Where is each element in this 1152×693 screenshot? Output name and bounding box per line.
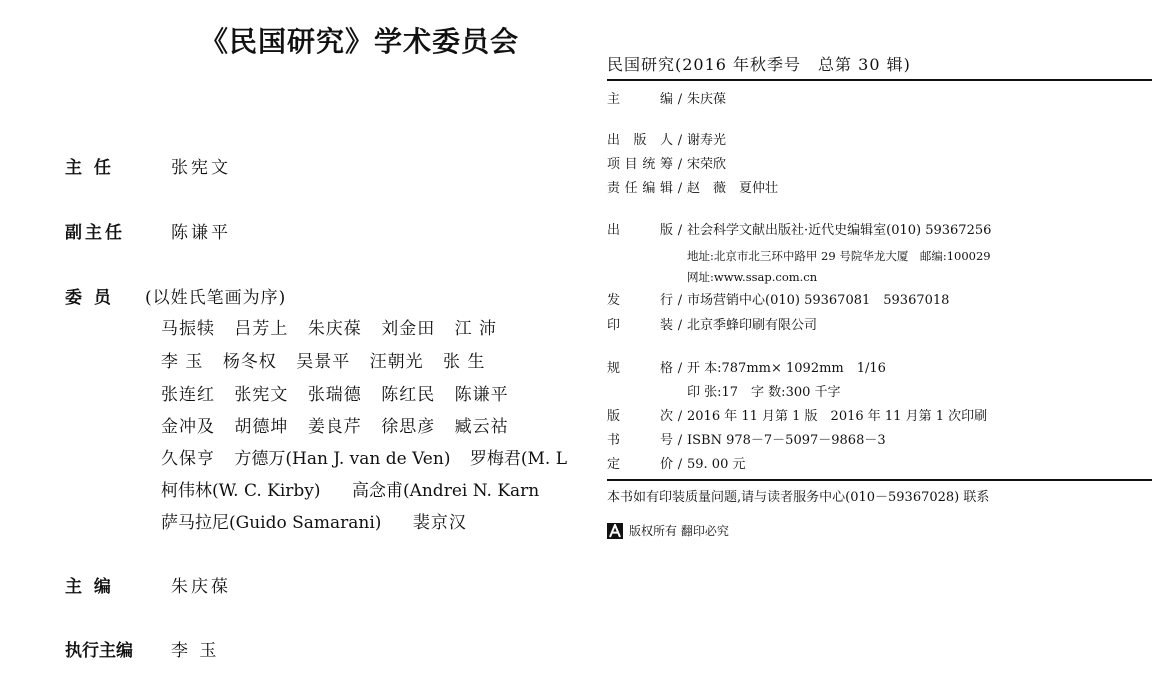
- distribution-label: 发 行: [607, 293, 673, 308]
- distribution-row: 发 行 / 市场营销中心(010) 59367081 59367018: [607, 290, 949, 312]
- member-name: 汪朝光: [369, 352, 424, 372]
- member-name: 臧云祜: [454, 417, 509, 437]
- publication-title: [607, 51, 1152, 81]
- deputy-director-label: 副主任: [65, 223, 125, 243]
- member-name: 吕芳上: [234, 319, 289, 339]
- publisher-person-row: 出 版 人 / 谢寿光: [607, 130, 726, 152]
- chief-editor-name: 朱庆葆: [171, 577, 231, 597]
- publisher-logo-icon: [607, 523, 623, 539]
- committee-title: 《民国研究》学术委员会: [200, 25, 520, 58]
- deputy-director-row: [65, 221, 231, 245]
- member-row: [161, 447, 575, 471]
- publisher-row: 出 版 / 社会科学文献出版社·近代史编辑室(010) 59367256: [607, 220, 991, 242]
- member-name: 张 生: [443, 352, 486, 372]
- project-coordinator-value: 宋荣欣: [687, 157, 727, 172]
- member-row: [161, 479, 553, 503]
- director-name: 张宪文: [171, 158, 231, 178]
- quality-notice: 本书如有印装质量问题,请与读者服务中心(010－59367028) 联系: [607, 490, 990, 505]
- editor-value: 朱庆葆: [687, 92, 727, 107]
- member-name: 陈谦平: [454, 385, 509, 405]
- isbn-label: 书 号: [607, 433, 673, 448]
- member-name: 李 玉: [161, 352, 204, 372]
- member-name: 张宪文: [234, 385, 289, 405]
- isbn-value: ISBN 978－7－5097－9868－3: [687, 433, 886, 448]
- member-name: 马振犊: [161, 319, 215, 339]
- specs-row: 规 格 / 开 本:787mm× 1092mm 1/16: [607, 358, 886, 380]
- specs-label: 规 格: [607, 361, 673, 376]
- distribution-value: 市场营销中心(010) 59367081 59367018: [687, 293, 950, 308]
- publisher-address: 地址:北京市北三环中路甲 29 号院华龙大厦 邮编:100029: [687, 249, 991, 263]
- member-name: 姜良芹: [307, 417, 362, 437]
- member-name: 吴景平: [296, 352, 351, 372]
- member-name: 陈红民: [381, 385, 436, 405]
- publisher-label: 出 版: [607, 223, 673, 238]
- project-coordinator-label: 项目统筹: [607, 157, 673, 172]
- member-name: 柯伟林(W. C. Kirby): [161, 481, 321, 501]
- member-name: 裴京汉: [412, 513, 467, 533]
- editor-label: 主 编: [607, 92, 673, 107]
- executive-editor-name: 李 玉: [171, 641, 220, 661]
- members-heading: [65, 286, 286, 310]
- edition-row: 版 次 / 2016 年 11 月第 1 版 2016 年 11 月第 1 次印刷: [607, 406, 987, 428]
- publisher-value: 社会科学文献出版社·近代史编辑室(010) 59367256: [687, 223, 992, 238]
- publisher-person-value: 谢寿光: [687, 133, 727, 148]
- specs-detail: 印 张:17 字 数:300 千字: [687, 385, 841, 400]
- responsible-editors-row: 责任编辑 / 赵 薇 夏仲壮: [607, 178, 778, 200]
- member-name: 方德万(Han J. van de Ven): [234, 449, 451, 469]
- member-name: 朱庆葆: [307, 319, 362, 339]
- executive-editor-label: 执行主编: [65, 641, 133, 661]
- printing-label: 印 装: [607, 318, 673, 333]
- publication-info-page: [607, 0, 1152, 693]
- member-name: 杨冬权: [222, 352, 277, 372]
- member-row: [161, 317, 511, 341]
- director-label: 主 任: [65, 158, 114, 178]
- publisher-website: 网址:www.ssap.com.cn: [687, 270, 818, 284]
- member-name: 高念甫(Andrei N. Karn: [351, 481, 540, 501]
- chief-editor-label: 主 编: [65, 577, 114, 597]
- member-name: 萨马拉尼(Guido Samarani): [161, 513, 382, 533]
- member-name: 久保亨: [161, 449, 215, 469]
- member-name: 张连红: [161, 385, 215, 405]
- member-name: 张瑞德: [307, 385, 362, 405]
- member-name: 罗梅君(M. L: [469, 449, 567, 469]
- deputy-director-name: 陈谦平: [171, 223, 231, 243]
- member-name: 徐思彦: [381, 417, 436, 437]
- project-coordinator-row: 项目统筹 / 宋荣欣: [607, 154, 726, 176]
- member-name: 江 沛: [454, 319, 498, 339]
- members-order-note: (以姓氏笔画为序): [145, 288, 287, 308]
- isbn-row: 书 号 / ISBN 978－7－5097－9868－3: [607, 430, 886, 452]
- edition-label: 版 次: [607, 409, 673, 424]
- publisher-person-label: 出 版 人: [607, 133, 673, 148]
- responsible-editors-value: 赵 薇 夏仲壮: [687, 181, 779, 196]
- member-row: [161, 415, 523, 439]
- divider: [607, 479, 1152, 481]
- copyright-row: [607, 520, 729, 542]
- publication-title-text: 民国研究(2016 年秋季号 总第 30 辑): [607, 55, 911, 74]
- member-row: [161, 383, 523, 407]
- price-row: 定 价 / 59. 00 元: [607, 454, 745, 476]
- chief-editor-row: [65, 575, 231, 599]
- director-row: [65, 156, 231, 180]
- copyright-text: 版权所有 翻印必究: [629, 524, 729, 538]
- members-label: 委 员: [65, 288, 114, 308]
- member-name: 金冲及: [161, 417, 215, 437]
- printing-row: 印 装 / 北京季蜂印刷有限公司: [607, 315, 817, 337]
- price-value: 59. 00 元: [687, 457, 746, 472]
- committee-page: [0, 0, 575, 693]
- responsible-editors-label: 责任编辑: [607, 181, 673, 196]
- editor-row: 主 编 / 朱庆葆: [607, 89, 726, 111]
- edition-value: 2016 年 11 月第 1 版 2016 年 11 月第 1 次印刷: [687, 409, 988, 424]
- member-row: [161, 511, 481, 535]
- executive-editor-row: [65, 639, 219, 663]
- price-label: 定 价: [607, 457, 673, 472]
- member-name: 胡德坤: [234, 417, 289, 437]
- specs-value: 开 本:787mm× 1092mm 1/16: [687, 361, 886, 376]
- member-row: [161, 350, 499, 374]
- member-name: 刘金田: [381, 319, 436, 339]
- printing-value: 北京季蜂印刷有限公司: [687, 318, 818, 333]
